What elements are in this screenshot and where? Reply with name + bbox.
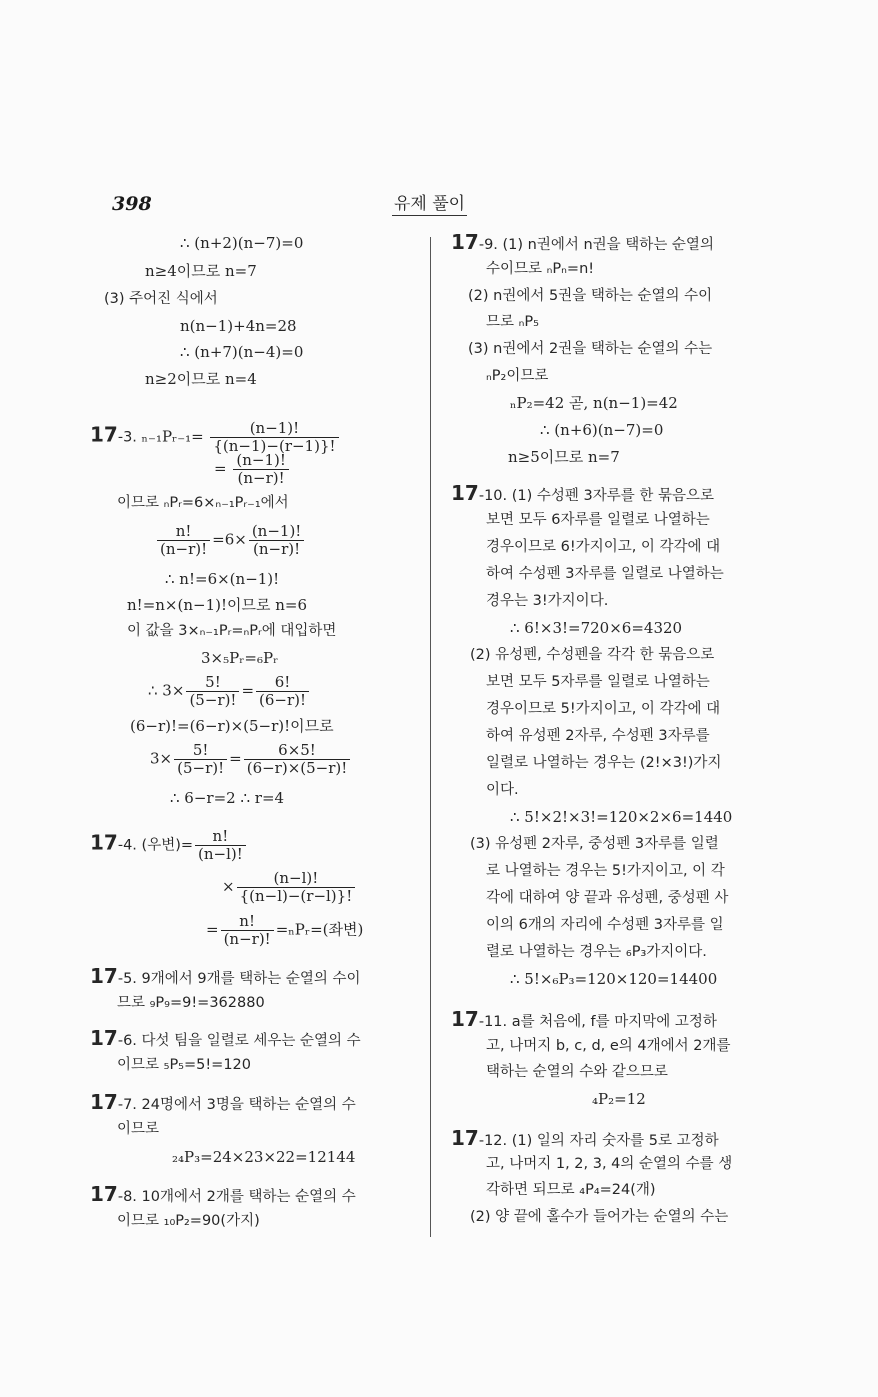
text-line: (3) 유성펜 2자루, 중성펜 3자루를 일렬 xyxy=(470,836,719,852)
equation-line: ∴ 5!×₆P₃=120×120=14400 xyxy=(510,970,718,988)
equation-middle: =6× xyxy=(212,530,247,549)
equation-line xyxy=(148,674,311,709)
denominator: (6−r)! xyxy=(259,691,307,709)
text-line: 고, 나머지 1, 2, 3, 4의 순열의 수를 생 xyxy=(486,1156,733,1172)
problem-text: -10. (1) 수성펜 3자루를 한 묶음으로 xyxy=(478,488,715,504)
text-line: 렬로 나열하는 경우는 ₆P₃가지이다. xyxy=(486,944,707,960)
denominator: (n−r)! xyxy=(253,540,301,558)
times-sign: × xyxy=(222,877,235,896)
problem-17-8-line-1 xyxy=(90,1182,356,1206)
problem-number: 17 xyxy=(451,230,479,254)
problem-text: -9. (1) n권에서 n권을 택하는 순열의 xyxy=(478,237,714,253)
text-line: 이다. xyxy=(486,782,519,798)
numerator: 6! xyxy=(256,674,309,692)
problem-text: -12. (1) 일의 자리 숫자를 5로 고정하 xyxy=(478,1133,719,1149)
problem-17-4-line-3 xyxy=(206,913,363,948)
equation-line xyxy=(155,523,306,558)
problem-17-5-line-2: 므로 ₉P₉=9!=362880 xyxy=(117,995,265,1011)
numerator: (n−1)! xyxy=(249,523,305,541)
problem-17-5-line-1 xyxy=(90,964,361,988)
text-line: 므로 ₙP₅ xyxy=(486,314,539,330)
denominator: (n−l)! xyxy=(198,845,243,863)
equation-line: ∴ n!=6×(n−1)! xyxy=(165,570,280,588)
problem-number: 17 xyxy=(451,1007,479,1031)
problem-17-3-line-1 xyxy=(90,420,341,455)
problem-17-9-line-1 xyxy=(451,230,714,254)
text-line: 각하면 되므로 ₄P₄=24(개) xyxy=(486,1182,656,1198)
numerator: n! xyxy=(157,523,210,541)
numerator: 5! xyxy=(186,674,239,692)
equation-line: n≥2이므로 n=4 xyxy=(145,370,257,388)
numerator: (n−1)! xyxy=(210,420,338,438)
numerator: (n−l)! xyxy=(237,870,356,888)
problem-17-7-line-2: 이므로 xyxy=(117,1121,160,1137)
page-number: 398 xyxy=(112,193,152,215)
problem-17-7-line-3: ₂₄P₃=24×23×22=12144 xyxy=(172,1148,356,1166)
fraction xyxy=(249,523,305,558)
text-line: (2) n권에서 5권을 택하는 순열의 수이 xyxy=(468,288,713,304)
equation-line: n!=n×(n−1)!이므로 n=6 xyxy=(127,596,308,614)
problem-17-6-line-1 xyxy=(90,1026,361,1050)
fraction xyxy=(186,674,239,709)
problem-text: -11. a를 처음에, f를 마지막에 고정하 xyxy=(478,1014,717,1030)
problem-17-3-line-2 xyxy=(214,452,291,487)
denominator: (5−r)! xyxy=(177,759,225,777)
denominator: (n−r)! xyxy=(223,930,271,948)
equation-line: (6−r)!=(6−r)×(5−r)!이므로 xyxy=(130,717,334,735)
problem-17-4-line-2 xyxy=(222,870,357,905)
numerator: 6×5! xyxy=(244,742,351,760)
denominator: (n−r)! xyxy=(237,469,285,487)
problem-number: 17 xyxy=(90,1026,118,1050)
equals: = xyxy=(229,749,242,768)
problem-number: 17 xyxy=(451,481,479,505)
text-line: 경우는 3!가지이다. xyxy=(486,593,609,609)
text-line: 하여 수성펜 3자루를 일렬로 나열하는 xyxy=(486,566,724,582)
text-line: (2) 양 끝에 홀수가 들어가는 순열의 수는 xyxy=(470,1209,729,1225)
equation-lhs: (우변)= xyxy=(141,837,194,854)
fraction xyxy=(233,452,289,487)
numerator: n! xyxy=(221,913,274,931)
problem-17-4-line-1 xyxy=(90,828,248,863)
text-line: 로 나열하는 경우는 5!가지이고, 이 각 xyxy=(486,863,725,879)
equation-prefix: ∴ 3× xyxy=(148,681,185,700)
problem-17-11-line-1 xyxy=(451,1007,717,1031)
equation-line: 3×₅Pᵣ=₆Pᵣ xyxy=(201,649,279,667)
fraction xyxy=(174,742,227,777)
problem-number: 17 xyxy=(90,1182,118,1206)
equation-line: ∴ (n+7)(n−4)=0 xyxy=(180,343,304,361)
equation-line: n≥4이므로 n=7 xyxy=(145,262,257,280)
problem-suffix: -4. xyxy=(117,837,137,854)
denominator: (6−r)×(5−r)! xyxy=(246,759,348,777)
text-line: 일렬로 나열하는 경우는 (2!×3!)가지 xyxy=(486,755,722,771)
equation-tail: =ₙPᵣ=(좌변) xyxy=(275,920,364,939)
column-divider xyxy=(430,237,431,1237)
problem-text: -6. 다섯 팀을 일렬로 세우는 순열의 수 xyxy=(117,1033,361,1049)
numerator: (n−1)! xyxy=(233,452,289,470)
problem-text: -5. 9개에서 9개를 택하는 순열의 수이 xyxy=(117,971,361,987)
numerator: n! xyxy=(195,828,246,846)
problem-number: 17 xyxy=(90,964,118,988)
numerator: 5! xyxy=(174,742,227,760)
denominator: (n−r)! xyxy=(160,540,208,558)
text-line: 각에 대하여 양 끝과 유성펜, 중성펜 사 xyxy=(486,890,729,906)
problem-text: -8. 10개에서 2개를 택하는 순열의 수 xyxy=(117,1189,356,1205)
text-line: (3) 주어진 식에서 xyxy=(104,291,218,307)
text-line: 이의 6개의 자리에 수성펜 3자루를 일 xyxy=(486,917,724,933)
problem-17-7-line-1 xyxy=(90,1090,356,1114)
equation-line xyxy=(150,742,352,777)
text-line: 수이므로 ₙPₙ=n! xyxy=(486,261,595,277)
fraction xyxy=(237,870,356,905)
text-line: 이므로 ₙPᵣ=6×ₙ₋₁Pᵣ₋₁에서 xyxy=(117,495,289,511)
fraction xyxy=(244,742,351,777)
text-line: 이 값을 3×ₙ₋₁Pᵣ=ₙPᵣ에 대입하면 xyxy=(127,623,337,639)
text-line: (2) 유성펜, 수성펜을 각각 한 묶음으로 xyxy=(470,647,715,663)
fraction xyxy=(157,523,210,558)
equation-line: ₙP₂=42 곧, n(n−1)=42 xyxy=(510,394,678,412)
equation-lhs: ₙ₋₁Pᵣ₋₁= xyxy=(141,427,204,446)
equals: = xyxy=(214,459,227,478)
equation-line: ₄P₂=12 xyxy=(592,1090,646,1108)
equals: = xyxy=(241,681,255,700)
equation-line: ∴ (n+2)(n−7)=0 xyxy=(180,234,304,252)
problem-number: 17 xyxy=(90,422,118,447)
fraction xyxy=(210,420,338,455)
text-line: 경우이므로 6!가지이고, 이 각각에 대 xyxy=(486,539,721,555)
equation-prefix: 3× xyxy=(150,749,173,768)
fraction xyxy=(195,828,246,863)
problem-number: 17 xyxy=(90,1090,118,1114)
equation-line: n(n−1)+4n=28 xyxy=(180,317,297,335)
equation-line: ∴ 6−r=2 ∴ r=4 xyxy=(170,789,285,807)
text-line: 하여 유성펜 2자루, 수성펜 3자루를 xyxy=(486,728,710,744)
problem-number: 17 xyxy=(451,1126,479,1150)
equals: = xyxy=(206,920,219,939)
text-line: 택하는 순열의 수와 같으므로 xyxy=(486,1064,668,1080)
denominator: {(n−l)−(r−l)}! xyxy=(239,887,353,905)
problem-17-12-line-1 xyxy=(451,1126,719,1150)
equation-line: ∴ 6!×3!=720×6=4320 xyxy=(510,619,683,637)
equation-line: ∴ (n+6)(n−7)=0 xyxy=(540,421,664,439)
problem-17-10-line-1 xyxy=(451,481,715,505)
problem-number: 17 xyxy=(90,830,118,855)
problem-suffix: -3. xyxy=(117,429,137,446)
fraction xyxy=(256,674,309,709)
text-line: ₙP₂이므로 xyxy=(486,368,549,384)
running-head: 유제 풀이 xyxy=(392,189,467,216)
equation-line: n≥5이므로 n=7 xyxy=(508,448,620,466)
denominator: {(n−1)−(r−1)}! xyxy=(213,437,336,455)
equation-line: ∴ 5!×2!×3!=120×2×6=1440 xyxy=(510,808,733,826)
problem-text: -7. 24명에서 3명을 택하는 순열의 수 xyxy=(117,1097,356,1113)
denominator: (5−r)! xyxy=(189,691,237,709)
problem-17-8-line-2: 이므로 ₁₀P₂=90(가지) xyxy=(117,1213,260,1229)
fraction xyxy=(221,913,274,948)
text-line: 보면 모두 6자루를 일렬로 나열하는 xyxy=(486,512,710,528)
text-line: 보면 모두 5자루를 일렬로 나열하는 xyxy=(486,674,710,690)
text-line: 경우이므로 5!가지이고, 이 각각에 대 xyxy=(486,701,721,717)
problem-17-6-line-2: 이므로 ₅P₅=5!=120 xyxy=(117,1057,252,1073)
text-line: 고, 나머지 b, c, d, e의 4개에서 2개를 xyxy=(486,1038,731,1054)
text-line: (3) n권에서 2권을 택하는 순열의 수는 xyxy=(468,341,713,357)
